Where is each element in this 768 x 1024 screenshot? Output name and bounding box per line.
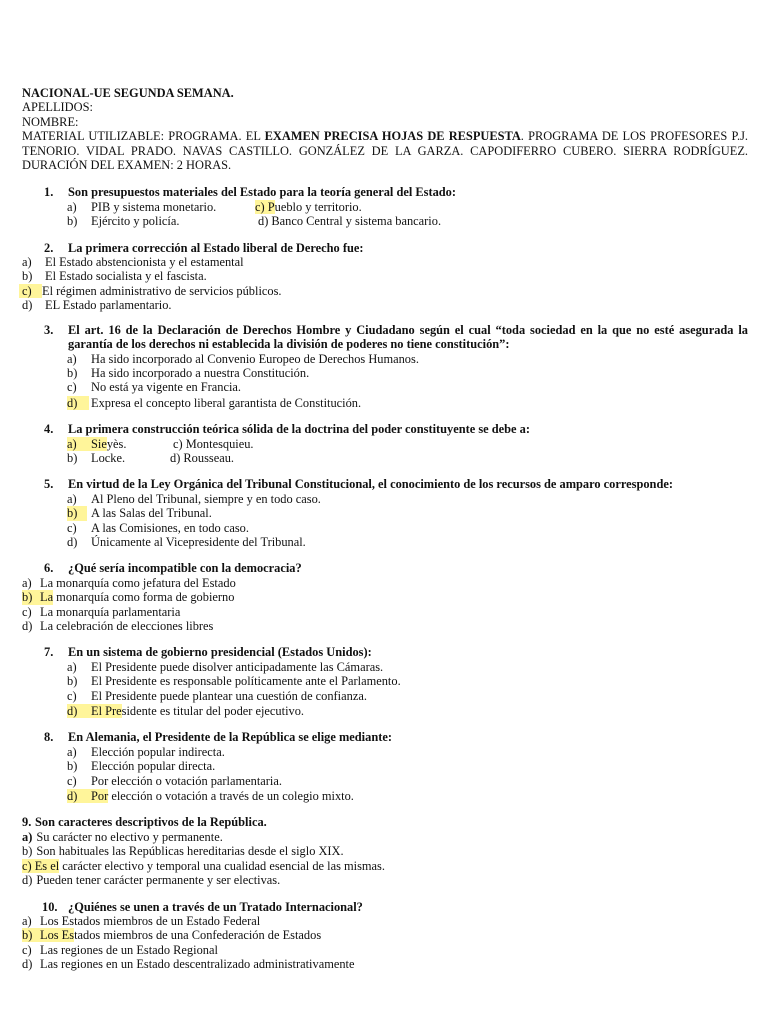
option-row [22, 437, 748, 451]
option-row [22, 451, 748, 465]
option-label: a) [67, 491, 77, 506]
option-text: Las regiones en un Estado descentralizado administrativamente [40, 957, 355, 972]
material-bold: EXAMEN PRECISA HOJAS DE RESPUESTA [264, 129, 521, 144]
highlighted-answer: b) [67, 506, 87, 520]
question-title [22, 477, 748, 491]
option-label: d) [67, 534, 78, 549]
option-label: c) [67, 773, 77, 788]
question-text: La primera construcción teórica sólida de la doctrina del poder constituyente se debe a: [68, 422, 530, 437]
option-text: Ejército y policía. [91, 214, 180, 229]
option-label: c) [67, 688, 77, 703]
option-text: El Presidente puede plantear una cuestión de confianza. [91, 688, 367, 703]
question-text: En virtud de la Ley Orgánica del Tribunal Constitucional, el conocimiento de los recursos de amparo corresponde: [68, 477, 673, 492]
question-text: En un sistema de gobierno presidencial (Estados Unidos): [68, 645, 372, 660]
option-c[interactable] [22, 380, 748, 394]
option-c[interactable] [22, 605, 748, 619]
option-label: b) [67, 450, 78, 465]
question-title [22, 645, 748, 659]
exam-page [22, 86, 748, 972]
option-a[interactable] [22, 576, 748, 590]
question-number: 7. [44, 645, 54, 660]
question-text: Son presupuestos materiales del Estado para la teoría general del Estado: [68, 185, 457, 200]
option-text: El Presidente es responsable políticamente ante el Parlamento. [91, 674, 401, 689]
option-text: Pueden tener carácter permanente y ser electivas. [36, 873, 281, 888]
option-row [22, 214, 748, 228]
option-text: Expresa el concepto liberal garantista de Constitución. [91, 395, 362, 410]
option-a[interactable] [22, 830, 748, 844]
material-suffix: . PROGRAMA DE LOS PROFESORES P.J. TENORIO. VIDAL PRADO. NAVAS CASTILLO. GONZÁLEZ DE LA GARZA. CAPODIFERRO CUBERO. SIERRA RODRÍGUEZ. DURACIÓN DEL EXAMEN: 2 HORAS. [22, 129, 748, 173]
highlighted-answer: c) Es el [22, 858, 60, 873]
question-number: 5. [44, 477, 54, 492]
question-number: 4. [44, 422, 54, 437]
option-text: El régimen administrativo de servicios públicos. [42, 283, 282, 298]
highlighted-answer [67, 704, 122, 718]
option-text: No está ya vigente en Francia. [91, 380, 242, 395]
option-label: a) [67, 351, 77, 366]
option-a[interactable] [22, 255, 748, 269]
option-label: b) [22, 928, 33, 943]
option-label: d) [67, 704, 78, 719]
nombre-label: NOMBRE: [22, 114, 79, 129]
option-d[interactable] [22, 298, 748, 312]
option-text: El Presidente puede disolver anticipadamente las Cámaras. [91, 659, 384, 674]
question-text: El art. 16 de la Declaración de Derechos Hombre y Ciudadano según el cual “toda sociedad en la que no esté asegurada la garantía de los derechos ni establecida la división de poderes no tiene constitución”: [68, 322, 748, 352]
option-label: b) [22, 269, 33, 284]
question-text: ¿Qué sería incompatible con la democracia? [68, 561, 302, 576]
highlighted-answer: c) [19, 284, 42, 298]
question-title [22, 815, 748, 829]
question-text: La primera corrección al Estado liberal de Derecho fue: [68, 240, 364, 255]
highlighted-answer: a) [67, 437, 91, 451]
option-label: b) [22, 590, 33, 605]
option-text: Son habituales las Repúblicas hereditarias desde el siglo XIX. [36, 844, 344, 859]
highlighted-answer [22, 590, 53, 604]
option-a[interactable] [67, 200, 255, 214]
question-10 [22, 900, 748, 972]
option-b[interactable] [22, 366, 748, 380]
highlighted-text: Los Es [40, 928, 75, 943]
option-c[interactable] [22, 859, 748, 873]
option-label: a) [67, 199, 77, 214]
option-c[interactable] [255, 200, 362, 214]
option-c[interactable] [22, 521, 748, 535]
exam-header [22, 86, 748, 172]
question-number: 1. [44, 185, 54, 200]
option-label: c) [67, 520, 77, 535]
option-text: El Estado abstencionista y el estamental [45, 255, 244, 270]
option-text: sidente es titular del poder ejecutivo. [121, 704, 304, 719]
option-text: Locke. [91, 450, 126, 465]
option-label: d) [22, 957, 33, 972]
option-c[interactable]: c) Montesquieu. [173, 436, 254, 451]
option-text: elección o votación a través de un colegio mixto. [108, 789, 354, 804]
question-4 [22, 422, 748, 465]
option-c[interactable] [22, 774, 748, 788]
question-title [22, 900, 748, 914]
question-5 [22, 477, 748, 549]
option-label: a) [22, 829, 33, 844]
option-c[interactable] [22, 689, 748, 703]
material-note [22, 129, 748, 172]
option-b[interactable] [22, 506, 748, 520]
option-label: a) [22, 913, 32, 928]
option-text: Su carácter no electivo y permanente. [36, 829, 223, 844]
question-text: En Alemania, el Presidente de la República se elige mediante: [68, 730, 392, 745]
question-number: 9. [22, 815, 32, 830]
option-b[interactable] [22, 759, 748, 773]
question-title [22, 730, 748, 744]
option-label: c) [67, 380, 77, 395]
option-a[interactable] [22, 914, 748, 928]
option-text: ueblo y territorio. [274, 199, 362, 214]
question-8 [22, 730, 748, 803]
highlighted-answer: Sie [91, 436, 107, 451]
option-b[interactable] [22, 844, 748, 858]
option-label: c) [22, 942, 32, 957]
option-label: d) [22, 298, 33, 313]
question-3 [22, 323, 748, 410]
option-text: tados miembros de una Confederación de Estados [74, 928, 322, 943]
question-title [22, 241, 748, 255]
option-text: El Estado socialista y el fascista. [45, 269, 207, 284]
option-text: Únicamente al Vicepresidente del Tribunal. [91, 534, 306, 549]
highlighted-answer: c) P [255, 199, 275, 214]
question-1 [22, 185, 748, 228]
option-text: Las regiones de un Estado Regional [40, 942, 218, 957]
option-d[interactable] [22, 704, 748, 718]
option-c[interactable] [22, 943, 748, 957]
question-number: 2. [44, 240, 54, 255]
option-a[interactable] [22, 492, 748, 506]
option-text: Los Estados miembros de un Estado Federal [40, 913, 261, 928]
option-label: a) [67, 659, 77, 674]
option-label: a) [22, 575, 32, 590]
exam-title: NACIONAL-UE SEGUNDA SEMANA. [22, 86, 234, 100]
option-a[interactable] [22, 660, 748, 674]
option-label: b) [22, 844, 33, 859]
option-b[interactable] [22, 590, 748, 604]
option-text: La monarquía parlamentaria [40, 604, 181, 619]
option-text: monarquía como forma de gobierno [53, 590, 235, 605]
option-text: EL Estado parlamentario. [45, 298, 172, 313]
highlighted-text: Por [91, 789, 109, 804]
option-text: Elección popular directa. [91, 759, 216, 774]
option-label: d) [67, 789, 78, 804]
question-title [22, 323, 748, 352]
option-label: d) [22, 619, 33, 633]
option-text: yès. [106, 436, 127, 451]
option-d[interactable] [22, 619, 748, 633]
option-d[interactable] [22, 873, 748, 887]
option-text: A las Salas del Tribunal. [91, 506, 212, 521]
option-label: a) [67, 744, 77, 759]
option-d[interactable] [22, 396, 748, 410]
question-2 [22, 241, 748, 313]
highlighted-answer [67, 789, 108, 803]
question-number: 8. [44, 730, 54, 745]
question-title [22, 422, 748, 436]
option-d[interactable]: d) Rousseau. [170, 450, 235, 465]
highlighted-text: La [40, 590, 54, 605]
material-prefix: MATERIAL UTILIZABLE: PROGRAMA. EL [22, 129, 265, 144]
highlighted-answer [22, 928, 74, 942]
option-label: b) [67, 214, 78, 229]
option-d[interactable] [22, 535, 748, 549]
option-a[interactable] [67, 437, 173, 451]
question-number: 3. [44, 322, 54, 337]
option-label: c) [22, 604, 32, 619]
option-text: Elección popular indirecta. [91, 744, 225, 759]
option-label: a) [22, 255, 32, 270]
option-d[interactable]: d) Banco Central y sistema bancario. [258, 214, 442, 229]
option-text: PIB y sistema monetario. [91, 199, 217, 214]
option-d[interactable] [22, 789, 748, 803]
option-b[interactable] [22, 269, 748, 283]
question-number: 10. [42, 899, 58, 914]
option-text: La celebración de elecciones libres [40, 619, 214, 633]
option-label: d) [22, 873, 33, 888]
question-title [22, 185, 748, 199]
option-b[interactable] [22, 674, 748, 688]
option-text: Al Pleno del Tribunal, siempre y en todo caso. [91, 491, 321, 506]
option-text: carácter electivo y temporal una cualidad esencial de las mismas. [59, 858, 385, 873]
option-label: b) [67, 674, 78, 689]
question-text: Son caracteres descriptivos de la República. [35, 815, 267, 830]
option-b[interactable] [67, 214, 258, 228]
question-number: 6. [44, 561, 54, 576]
option-label: b) [67, 759, 78, 774]
option-text: Ha sido incorporado al Convenio Europeo de Derechos Humanos. [91, 351, 419, 366]
option-text: Ha sido incorporado a nuestra Constitución. [91, 365, 310, 380]
option-b[interactable] [22, 928, 748, 942]
apellidos-label: APELLIDOS: [22, 100, 93, 115]
question-6 [22, 561, 748, 633]
option-d[interactable] [22, 957, 748, 971]
option-c[interactable] [22, 284, 748, 298]
question-title [22, 561, 748, 575]
question-7 [22, 645, 748, 718]
highlighted-answer: d) [67, 396, 89, 410]
option-text: Por elección o votación parlamentaria. [91, 773, 282, 788]
option-a[interactable] [22, 745, 748, 759]
option-b[interactable] [67, 451, 170, 465]
option-a[interactable] [22, 352, 748, 366]
option-row [22, 200, 748, 214]
question-9 [22, 815, 748, 887]
highlighted-text: El Pre [91, 704, 122, 719]
option-text: La monarquía como jefatura del Estado [40, 575, 236, 590]
option-text: A las Comisiones, en todo caso. [91, 520, 249, 535]
option-label: b) [67, 365, 78, 380]
question-text: ¿Quiénes se unen a través de un Tratado Internacional? [68, 899, 363, 914]
